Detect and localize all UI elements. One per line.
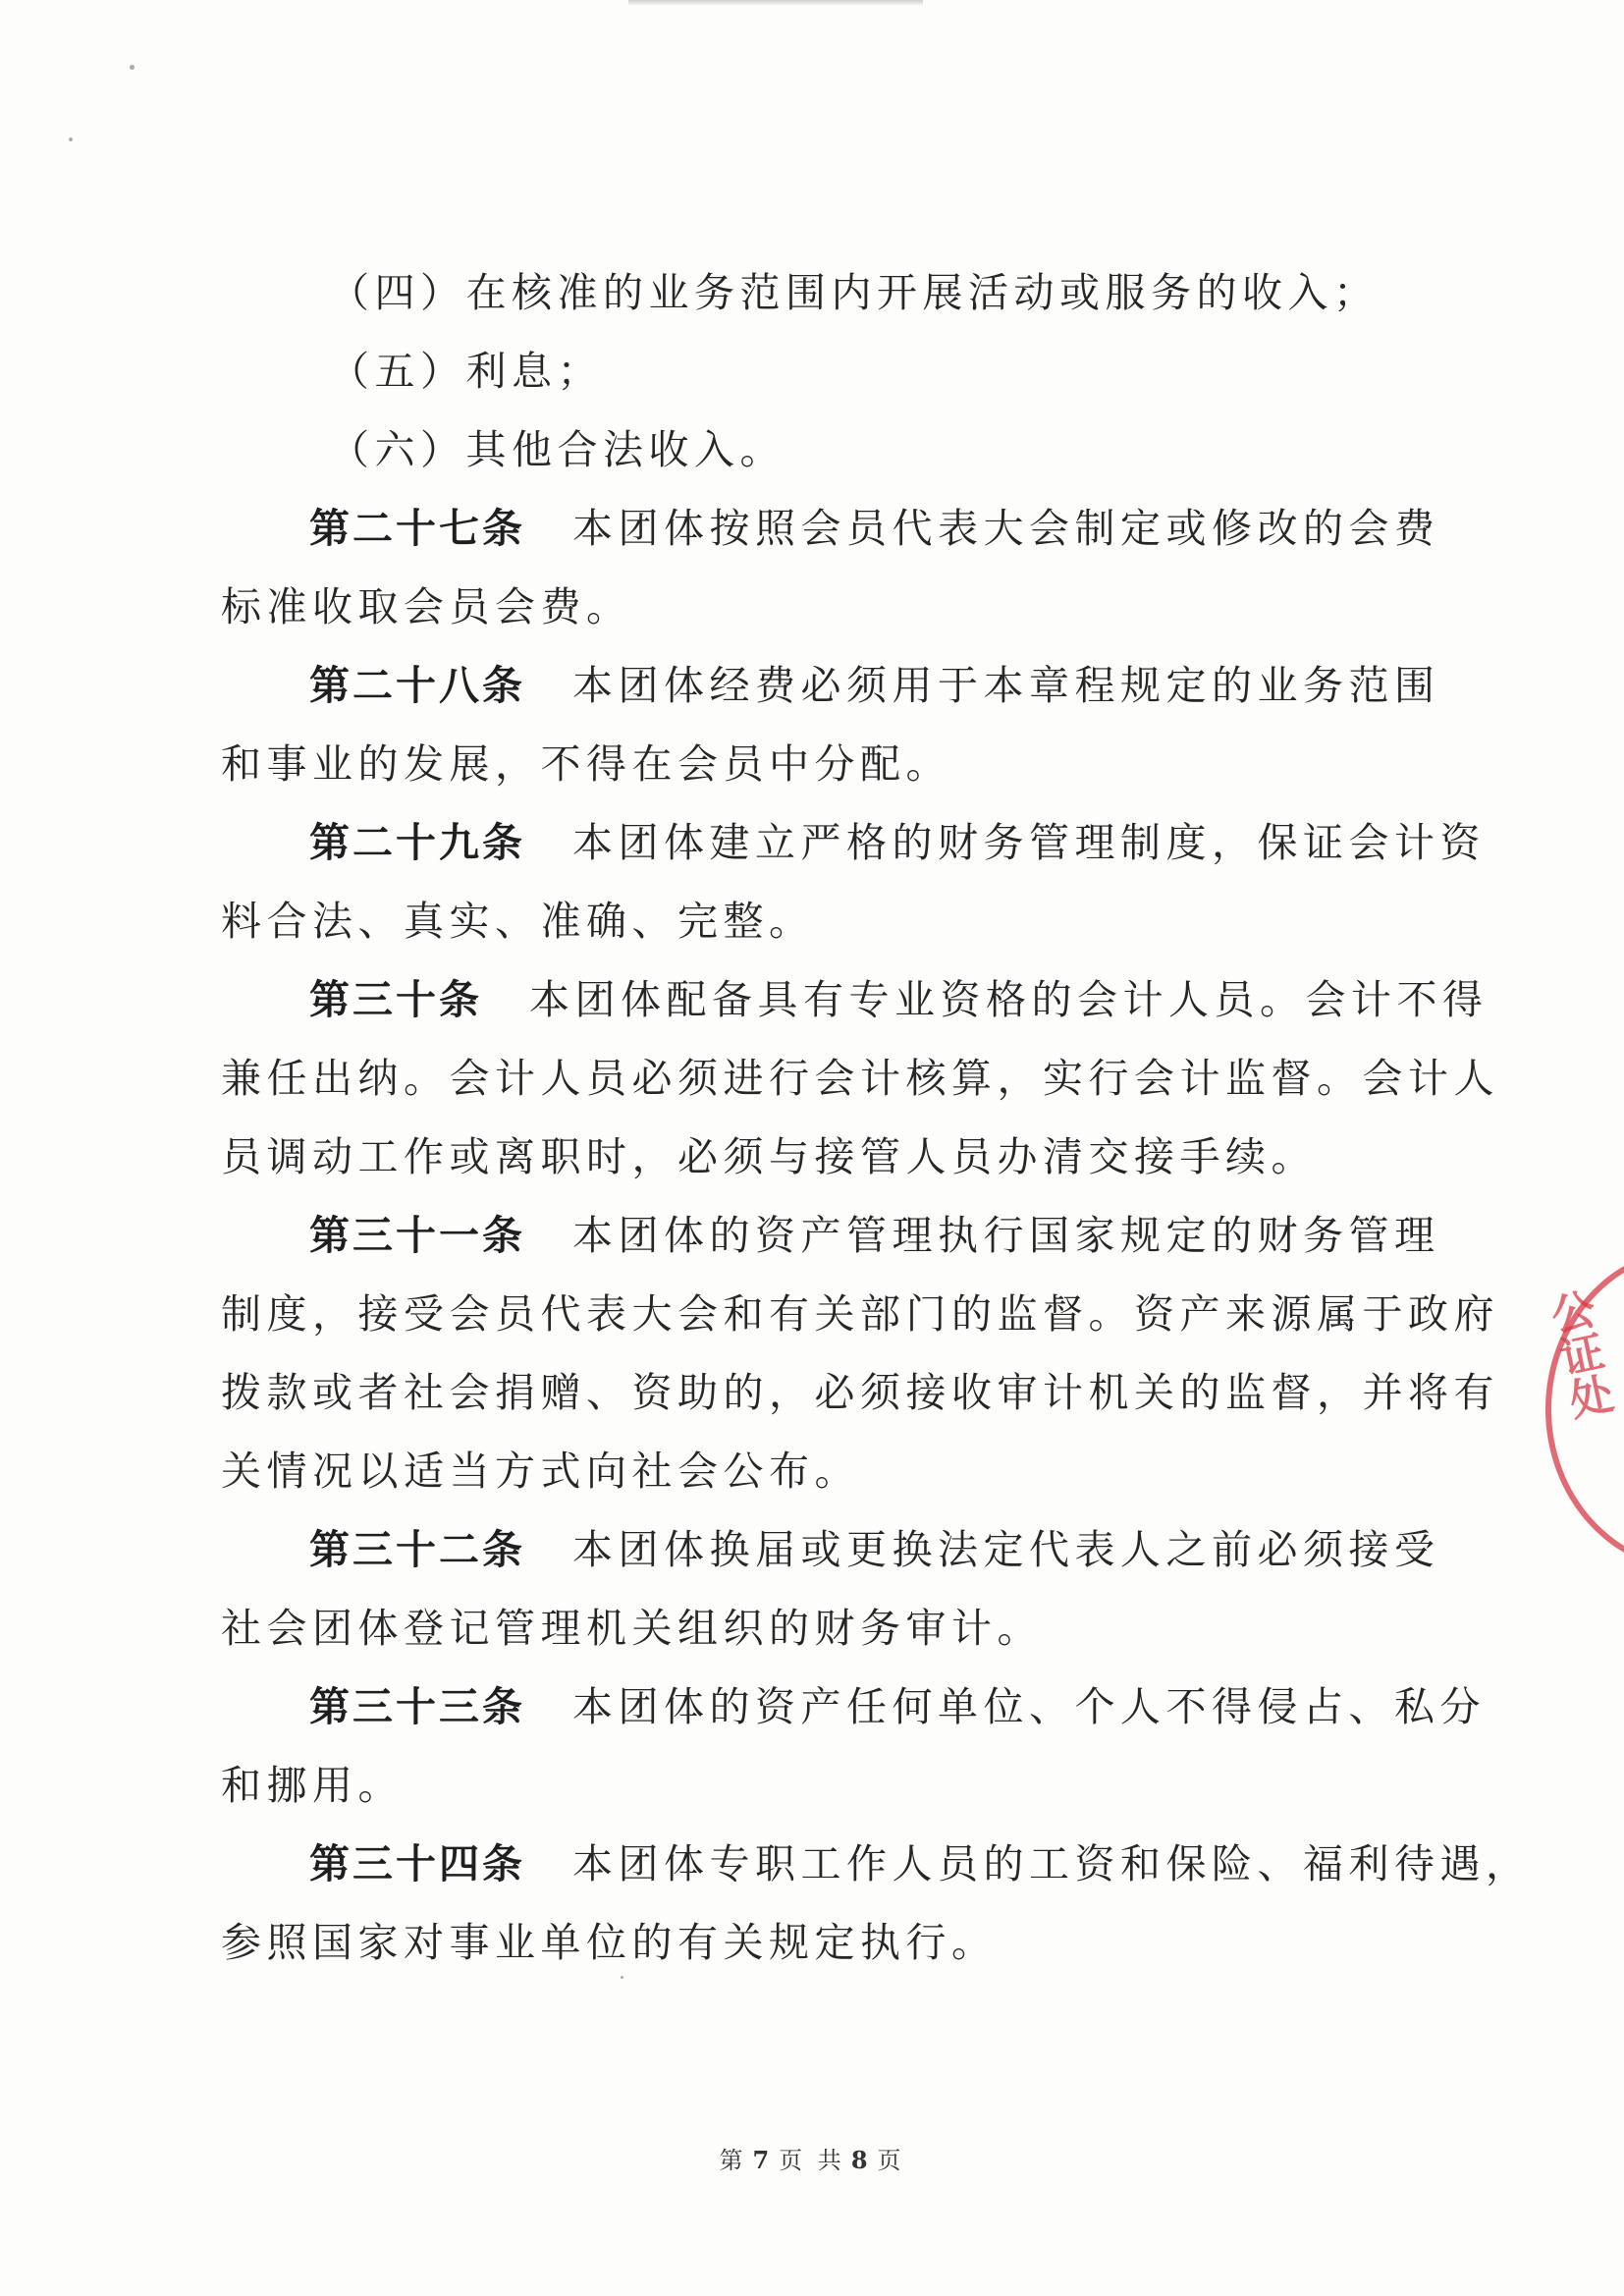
article-text: 本团体的资产任何单位、个人不得侵占、私分 xyxy=(572,1683,1486,1730)
seal-text: 公证处 xyxy=(1540,1285,1616,1424)
article-text: 本团体经费必须用于本章程规定的业务范围 xyxy=(572,662,1440,709)
article-line xyxy=(221,1510,1440,1589)
article-line xyxy=(221,1825,1532,1903)
list-item: （五）利息； xyxy=(329,348,603,395)
article-title: 第三十一条 xyxy=(309,1212,525,1259)
footer-total-pages: 8 xyxy=(850,2146,872,2174)
continuation-line: 参照国家对事业单位的有关规定执行。 xyxy=(221,1919,998,1966)
article-text: 本团体的资产管理执行国家规定的财务管理 xyxy=(572,1212,1440,1259)
continuation-line: 兼任出纳。会计人员必须进行会计核算，实行会计监督。会计人 xyxy=(221,1055,1499,1102)
article-line xyxy=(221,1196,1440,1275)
continuation-line: 和挪用。 xyxy=(221,1762,404,1809)
scan-speck xyxy=(130,65,135,70)
continuation-line: 制度，接受会员代表大会和有关部门的监督。资产来源属于政府 xyxy=(221,1290,1499,1338)
article-title: 第三十四条 xyxy=(309,1840,525,1887)
continuation-line: 料合法、真实、准确、完整。 xyxy=(221,898,815,945)
article-title: 第二十八条 xyxy=(309,662,525,709)
article-text: 本团体换届或更换法定代表人之前必须接受 xyxy=(572,1526,1440,1573)
continuation-line: 关情况以适当方式向社会公布。 xyxy=(221,1448,860,1495)
footer-middle: 页 共 xyxy=(779,2147,845,2174)
scan-edge-shadow xyxy=(628,0,923,6)
continuation-line: 标准收取会员会费。 xyxy=(221,583,632,630)
list-item: （四）在核准的业务范围内开展活动或服务的收入； xyxy=(329,269,1380,316)
footer-prefix: 第 xyxy=(719,2147,747,2174)
footer-current-page: 7 xyxy=(752,2146,774,2174)
continuation-line: 社会团体登记管理机关组织的财务审计。 xyxy=(221,1605,1043,1652)
article-line xyxy=(221,960,1489,1039)
article-title: 第三十三条 xyxy=(309,1683,525,1730)
article-title: 第三十条 xyxy=(309,976,482,1023)
list-item: （六）其他合法收入。 xyxy=(329,426,785,473)
continuation-line: 拨款或者社会捐赠、资助的，必须接收审计机关的监督，并将有 xyxy=(221,1369,1499,1416)
continuation-line: 员调动工作或离职时，必须与接管人员办清交接手续。 xyxy=(221,1133,1317,1180)
article-line xyxy=(221,489,1440,568)
document-body xyxy=(221,253,1532,1982)
article-text: 本团体按照会员代表大会制定或修改的会费 xyxy=(572,505,1440,552)
article-text: 本团体专职工作人员的工资和保险、福利待遇， xyxy=(572,1840,1532,1887)
article-title: 第二十九条 xyxy=(309,819,525,866)
article-line xyxy=(221,1667,1486,1746)
article-title: 第二十七条 xyxy=(309,505,525,552)
scan-speck xyxy=(69,137,73,141)
article-title: 第三十二条 xyxy=(309,1526,525,1573)
article-text: 本团体建立严格的财务管理制度，保证会计资 xyxy=(572,819,1486,866)
footer-suffix: 页 xyxy=(877,2147,905,2174)
article-line xyxy=(221,803,1486,882)
page-footer xyxy=(0,2141,1624,2175)
official-seal xyxy=(1516,1247,1624,1581)
article-text: 本团体配备具有专业资格的会计人员。会计不得 xyxy=(529,976,1489,1023)
article-line xyxy=(221,646,1440,725)
continuation-line: 和事业的发展，不得在会员中分配。 xyxy=(221,740,951,788)
